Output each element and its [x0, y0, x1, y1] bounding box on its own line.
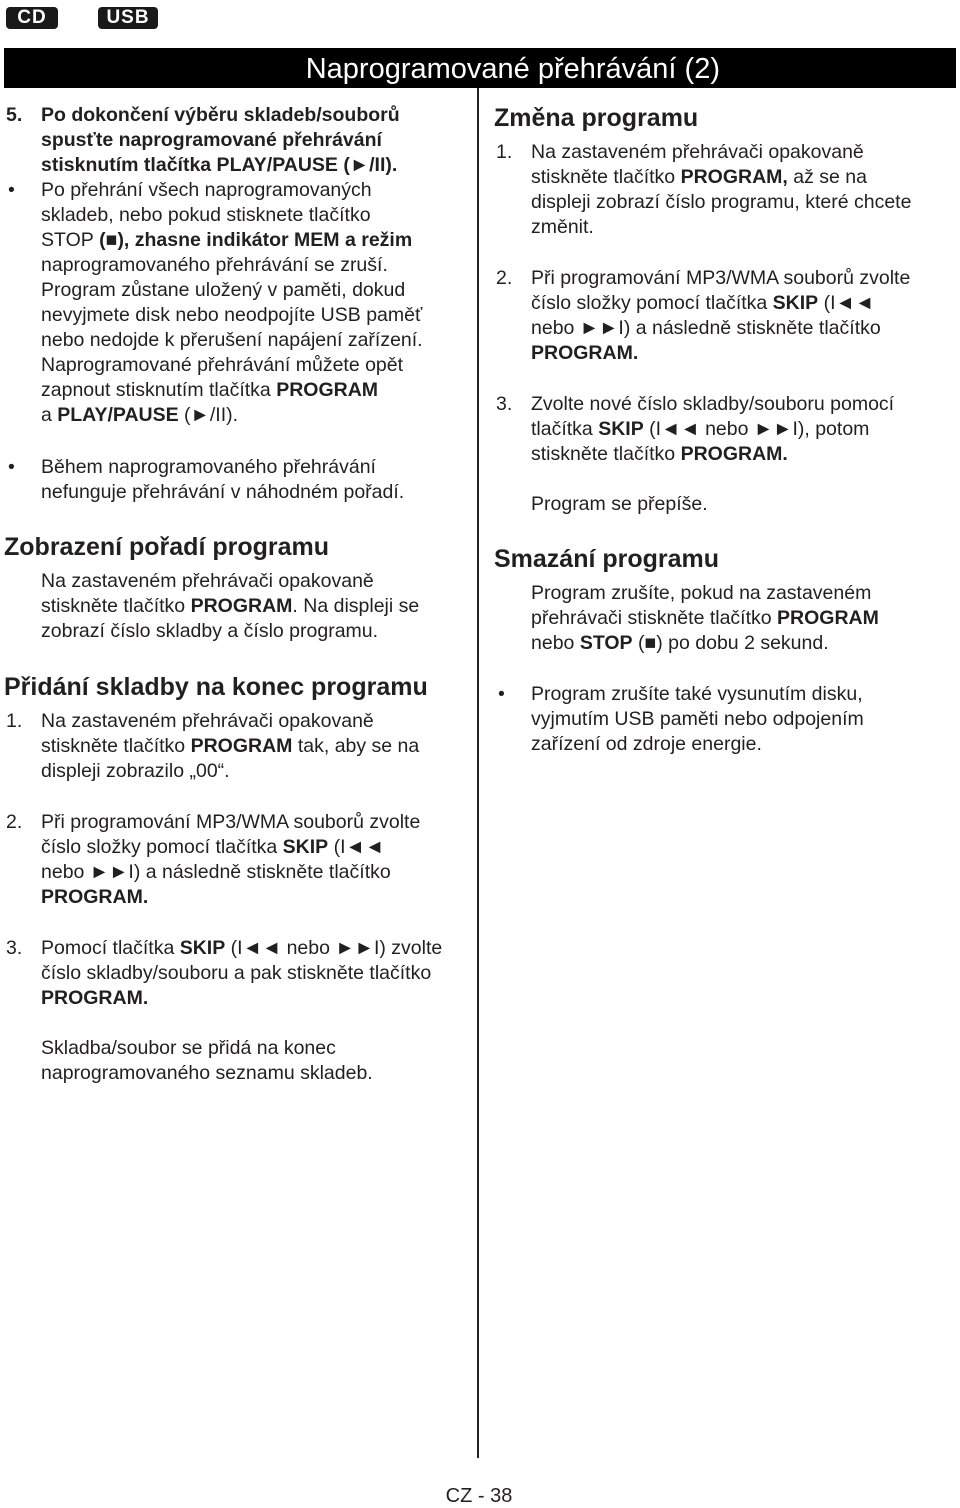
section-heading: Přidání skladby na konec programu	[4, 673, 428, 701]
text-line: nebo nedojde k přerušení napájení zařízení.	[41, 329, 423, 351]
text-line: displeji zobrazí číslo programu, které chcete	[531, 191, 912, 213]
bullet1-text	[41, 178, 423, 428]
step5-text: Po dokončení výběru skladeb/souborů spusťte naprogramované přehrávání stisknutím tlačítka PLAY/PAUSE (►/II).	[41, 104, 400, 176]
bullet-dot: •	[8, 456, 15, 478]
step-number: 1.	[496, 141, 513, 163]
text-line: přehrávači stiskněte tlačítko PROGRAM	[531, 607, 879, 629]
column-divider	[477, 88, 479, 1458]
text-line: stiskněte tlačítko PROGRAM.	[531, 443, 788, 465]
text-line: zapnout stisknutím tlačítka PROGRAM	[41, 379, 379, 401]
step-number: 2.	[6, 811, 23, 833]
text-line: PROGRAM.	[531, 342, 639, 364]
text-line: změnit.	[531, 216, 594, 238]
text-line: skladeb, nebo pokud stisknete tlačítko	[41, 204, 371, 226]
text-line: naprogramovaného přehrávání se zruší.	[41, 254, 388, 276]
text-line: číslo složky pomocí tlačítka SKIP (I◄◄	[41, 836, 385, 858]
text-line: PROGRAM.	[41, 987, 149, 1009]
note-text: Skladba/soubor se přidá na konec naprogramovaného seznamu skladeb.	[41, 1037, 373, 1084]
text-line: stiskněte tlačítko PROGRAM. Na displeji se	[41, 595, 420, 617]
text-line: stiskněte tlačítko PROGRAM, až se na	[531, 166, 867, 188]
text-line: Program zrušíte, pokud na zastaveném	[531, 582, 872, 604]
text-line: tlačítka SKIP (I◄◄ nebo ►►I), potom	[531, 418, 870, 440]
text-line: PROGRAM.	[41, 886, 149, 908]
step-number: 3.	[496, 393, 513, 415]
text-line: nebo ►►I) a následně stiskněte tlačítko	[41, 861, 391, 883]
bullet-dot: •	[498, 683, 505, 705]
step-number: 2.	[496, 267, 513, 289]
text-line: stiskněte tlačítko PROGRAM tak, aby se na	[41, 735, 420, 757]
text-line: nebo ►►I) a následně stiskněte tlačítko	[531, 317, 881, 339]
text-line: Při programování MP3/WMA souborů zvolte	[531, 267, 911, 289]
cd-badge: CD	[6, 7, 58, 29]
usb-badge: USB	[98, 7, 158, 29]
step-number: 3.	[6, 937, 23, 959]
text-line: Po přehrání všech naprogramovaných	[41, 179, 372, 201]
section-heading: Zobrazení pořadí programu	[4, 533, 330, 561]
text-line: Na zastaveném přehrávači opakovaně	[41, 570, 374, 592]
text-line: a PLAY/PAUSE (►/II).	[41, 404, 239, 426]
section-heading: Změna programu	[494, 104, 699, 132]
text-line: Pomocí tlačítka SKIP (I◄◄ nebo ►►I) zvolte	[41, 937, 443, 959]
text-line: číslo složky pomocí tlačítka SKIP (I◄◄	[531, 292, 875, 314]
text-line: Při programování MP3/WMA souborů zvolte	[41, 811, 421, 833]
text-line: STOP (■), zhasne indikátor MEM a režim	[41, 229, 413, 251]
page-number: CZ - 38	[445, 1485, 513, 1507]
section4-text	[531, 581, 879, 656]
step-text	[41, 810, 420, 910]
text-line: nebo STOP (■) po dobu 2 sekund.	[531, 632, 829, 654]
text-line: displeji zobrazilo „00“.	[41, 760, 230, 782]
text-line: Na zastaveném přehrávači opakovaně	[531, 141, 864, 163]
text-line: Na zastaveném přehrávači opakovaně	[41, 710, 374, 732]
text-line: Naprogramované přehrávání můžete opět	[41, 354, 404, 376]
section-heading: Smazání programu	[494, 545, 720, 573]
step-text	[41, 936, 442, 1011]
text-line: Zvolte nové číslo skladby/souboru pomocí	[531, 393, 895, 415]
bullet2-text: Během naprogramovaného přehrávání nefunguje přehrávání v náhodném pořadí.	[41, 456, 405, 503]
text-line: nevyjmete disk nebo neodpojíte USB paměť	[41, 304, 423, 326]
text-line: číslo skladby/souboru a pak stiskněte tlačítko	[41, 962, 432, 984]
section1-text	[41, 569, 419, 644]
step-text	[531, 140, 911, 240]
step-number: 1.	[6, 710, 23, 732]
step-text	[41, 709, 419, 784]
bullet-dot: •	[8, 179, 15, 201]
note-text: Program se přepíše.	[531, 493, 708, 515]
bullet-text: Program zrušíte také vysunutím disku, vyjmutím USB paměti nebo odpojením zařízení od zdroje energie.	[531, 683, 864, 755]
text-line: zobrazí číslo skladby a číslo programu.	[41, 620, 379, 642]
step-text	[531, 392, 894, 467]
step-number: 5.	[6, 104, 23, 126]
step-text	[531, 266, 910, 366]
page-title: Naprogramované přehrávání (2)	[305, 53, 720, 85]
text-line: Program zůstane uložený v paměti, dokud	[41, 279, 406, 301]
